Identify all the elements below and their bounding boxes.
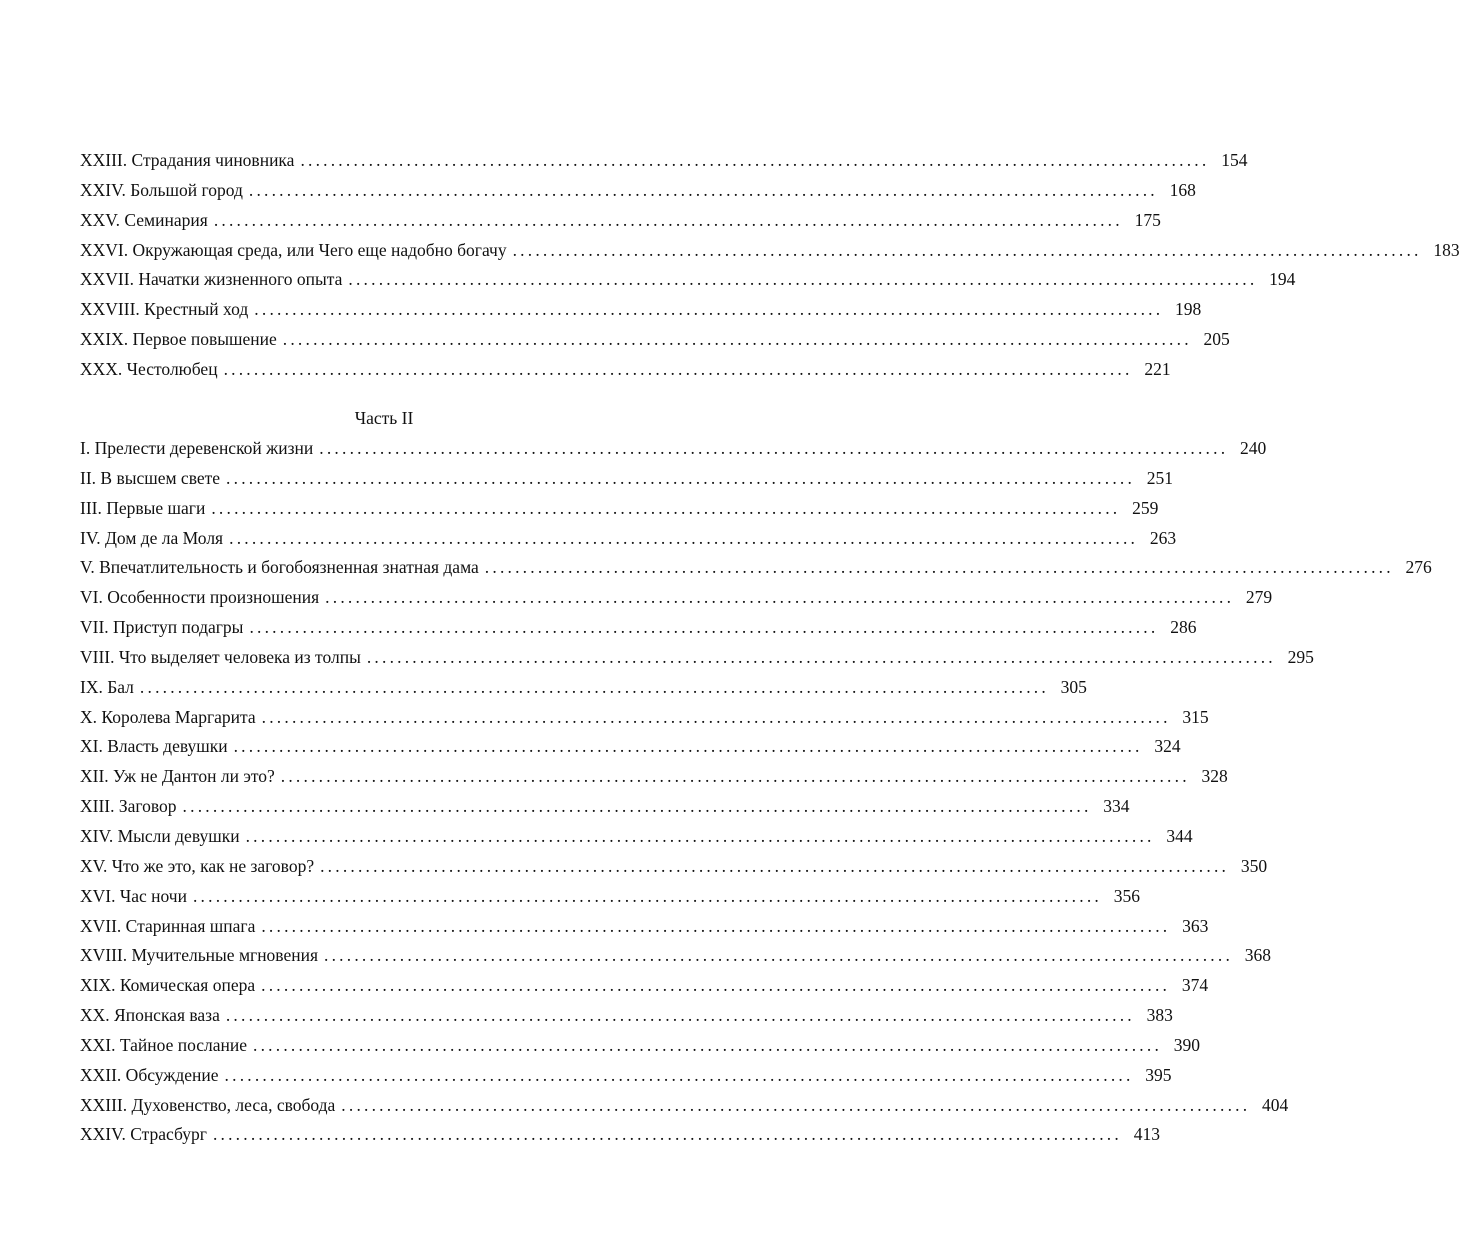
toc-entry-page-number: 413 xyxy=(1133,1124,1160,1145)
toc-entry-page-number: 356 xyxy=(1113,885,1140,906)
dot-leader: ........................................................................................................................ xyxy=(213,209,1123,230)
toc-entry xyxy=(80,464,1174,494)
dot-leader: ........................................................................................................................ xyxy=(261,706,1171,727)
dot-leader: ........................................................................................................................ xyxy=(261,975,1171,996)
toc-entry xyxy=(80,583,1273,613)
toc-entry xyxy=(80,792,1130,822)
toc-entry xyxy=(80,434,1267,464)
toc-entry-title: XIII. Заговор xyxy=(80,796,177,817)
toc-entry-title: I. Прелести деревенской жизни xyxy=(80,438,314,458)
dot-leader: ........................................................................................................................ xyxy=(319,438,1229,458)
dot-leader: ........................................................................................................................ xyxy=(325,587,1235,608)
toc-entry xyxy=(80,912,1209,942)
toc-entry-page-number: 175 xyxy=(1134,209,1161,230)
toc-entry-page-number: 395 xyxy=(1145,1064,1172,1085)
toc-entry-title: XXV. Семинария xyxy=(80,209,208,230)
dot-leader: ........................................................................................................................ xyxy=(512,239,1422,260)
toc-entry-page-number: 263 xyxy=(1149,527,1177,548)
dot-leader: ........................................................................................................................ xyxy=(245,825,1155,846)
toc-entry-title: XXVI. Окружающая среда, или Чего еще надобно богачу xyxy=(80,239,507,260)
toc-entry xyxy=(80,206,1161,236)
toc-entry xyxy=(80,1031,1201,1061)
toc-entry xyxy=(80,176,1196,206)
toc-entry-page-number: 205 xyxy=(1203,329,1230,350)
toc-entry-page-number: 286 xyxy=(1170,617,1197,638)
toc-entry xyxy=(80,762,1228,792)
toc-entry-title: VII. Приступ подагры xyxy=(80,617,244,638)
dot-leader: ........................................................................................................................ xyxy=(341,1094,1251,1115)
toc-entry-title: XX. Японская ваза xyxy=(80,1005,220,1026)
toc-entry-page-number: 305 xyxy=(1060,676,1087,697)
dot-leader: ........................................................................................................................ xyxy=(223,358,1133,379)
toc-entry xyxy=(80,1061,1172,1091)
toc-entry-page-number: 154 xyxy=(1221,150,1248,170)
toc-entry-page-number: 324 xyxy=(1154,736,1181,757)
toc-entry-title: XVII. Старинная шпага xyxy=(80,915,256,936)
toc-entry-title: XXVII. Начатки жизненного опыта xyxy=(80,269,343,290)
toc-entry xyxy=(80,673,1087,703)
dot-leader: ........................................................................................................................ xyxy=(211,497,1121,518)
toc-entry-page-number: 279 xyxy=(1245,587,1273,608)
toc-entry-title: III. Первые шаги xyxy=(80,497,206,518)
toc-section-part1-end xyxy=(80,146,1460,385)
dot-leader: ........................................................................................................................ xyxy=(225,1005,1135,1026)
toc-entry-page-number: 315 xyxy=(1182,706,1209,727)
toc-entry-title: XIX. Комическая опера xyxy=(80,975,256,996)
toc-entry-page-number: 198 xyxy=(1175,299,1202,320)
toc-entry xyxy=(80,494,1159,524)
toc-entry-page-number: 368 xyxy=(1244,945,1272,966)
toc-entry xyxy=(80,822,1193,852)
dot-leader: ........................................................................................................................ xyxy=(366,646,1276,667)
dot-leader: ........................................................................................................................ xyxy=(212,1124,1122,1145)
toc-entry-page-number: 363 xyxy=(1182,915,1209,936)
toc-entry-title: XXIII. Духовенство, леса, свобода xyxy=(80,1094,336,1115)
toc-entry-title: XXIV. Страсбург xyxy=(80,1124,207,1145)
toc-entry-page-number: 374 xyxy=(1181,975,1209,996)
dot-leader: ........................................................................................................................ xyxy=(253,1034,1163,1055)
toc-entry xyxy=(80,703,1209,733)
dot-leader: ........................................................................................................................ xyxy=(300,150,1210,170)
toc-entry-page-number: 276 xyxy=(1405,557,1432,578)
dot-leader: ........................................................................................................................ xyxy=(249,617,1159,638)
toc-entry-title: XXIII. Страдания чиновника xyxy=(80,150,295,170)
toc-entry-title: XV. Что же это, как не заговор? xyxy=(80,855,315,876)
toc-entry xyxy=(80,553,1432,583)
toc-entry-page-number: 168 xyxy=(1169,179,1196,200)
dot-leader: ........................................................................................................................ xyxy=(229,527,1139,548)
toc-entry xyxy=(80,732,1181,762)
part-heading: Часть II xyxy=(354,408,414,428)
toc-section-part2 xyxy=(80,434,1432,1150)
toc-entry xyxy=(80,971,1209,1001)
toc-entry-page-number: 344 xyxy=(1166,825,1193,846)
toc-entry xyxy=(80,325,1230,355)
toc-entry xyxy=(80,882,1140,912)
toc-entry-title: XXX. Честолюбец xyxy=(80,358,218,379)
toc-entry-title: XXVIII. Крестный ход xyxy=(80,299,249,320)
toc-entry-page-number: 221 xyxy=(1144,358,1171,379)
toc-entry xyxy=(80,1091,1289,1121)
toc-entry-title: XII. Уж не Дантон ли это? xyxy=(80,766,275,787)
toc-entry xyxy=(80,355,1171,385)
toc-entry-title: VIII. Что выделяет человека из толпы xyxy=(80,646,361,667)
toc-entry-title: XI. Власть девушки xyxy=(80,736,228,757)
toc-entry-page-number: 328 xyxy=(1201,766,1228,787)
toc-entry-title: XXI. Тайное послание xyxy=(80,1034,248,1055)
dot-leader: ........................................................................................................................ xyxy=(233,736,1143,757)
toc-entry xyxy=(80,613,1197,643)
toc-entry-page-number: 251 xyxy=(1146,467,1174,488)
dot-leader: ........................................................................................................................ xyxy=(248,179,1158,200)
toc-entry-title: XVI. Час ночи xyxy=(80,885,187,906)
dot-leader: ........................................................................................................................ xyxy=(226,467,1136,488)
dot-leader: ........................................................................................................................ xyxy=(280,766,1190,787)
dot-leader: ........................................................................................................................ xyxy=(282,329,1192,350)
toc-entry-title: XVIII. Мучительные мгновения xyxy=(80,945,319,966)
dot-leader: ........................................................................................................................ xyxy=(348,269,1258,290)
toc-entry xyxy=(80,295,1202,325)
toc-entry-page-number: 259 xyxy=(1132,497,1159,518)
dot-leader: ........................................................................................................................ xyxy=(254,299,1164,320)
toc-entry-title: V. Впечатлительность и богобоязненная знатная дама xyxy=(80,557,479,578)
dot-leader: ........................................................................................................................ xyxy=(261,915,1171,936)
toc-entry-title: IV. Дом де ла Моля xyxy=(80,527,224,548)
toc-entry-page-number: 334 xyxy=(1103,796,1130,817)
toc-entry-page-number: 295 xyxy=(1287,646,1314,667)
toc-entry xyxy=(80,941,1272,971)
toc-entry-page-number: 383 xyxy=(1146,1005,1173,1026)
toc-entry xyxy=(80,265,1296,295)
toc-entry-title: II. В высшем свете xyxy=(80,467,221,488)
toc-entry-title: X. Королева Маргарита xyxy=(80,706,256,727)
dot-leader: ........................................................................................................................ xyxy=(182,796,1092,817)
toc-entry xyxy=(80,146,1248,176)
dot-leader: ........................................................................................................................ xyxy=(484,557,1394,578)
toc-entry-page-number: 404 xyxy=(1262,1094,1289,1115)
toc-entry-title: XXII. Обсуждение xyxy=(80,1064,219,1085)
toc-entry-title: XIV. Мысли девушки xyxy=(80,825,240,846)
toc-entry xyxy=(80,643,1314,673)
dot-leader: ........................................................................................................................ xyxy=(320,855,1230,876)
toc-entry-title: VI. Особенности произношения xyxy=(80,587,320,608)
toc-entry xyxy=(80,852,1268,882)
toc-entry-page-number: 194 xyxy=(1269,269,1296,290)
toc-entry-page-number: 183 xyxy=(1433,239,1460,260)
toc-entry xyxy=(80,524,1177,554)
toc-entry xyxy=(80,1120,1160,1150)
dot-leader: ........................................................................................................................ xyxy=(224,1064,1134,1085)
toc-entry-title: XXIV. Большой город xyxy=(80,179,243,200)
dot-leader: ........................................................................................................................ xyxy=(139,676,1049,697)
toc-entry xyxy=(80,236,1460,266)
toc-entry-title: IX. Бал xyxy=(80,676,134,697)
toc-entry-page-number: 240 xyxy=(1240,438,1267,458)
dot-leader: ........................................................................................................................ xyxy=(192,885,1102,906)
toc-entry-title: XXIX. Первое повышение xyxy=(80,329,277,350)
toc-entry-page-number: 390 xyxy=(1173,1034,1201,1055)
toc-entry xyxy=(80,1001,1173,1031)
toc-entry-page-number: 350 xyxy=(1240,855,1268,876)
dot-leader: ........................................................................................................................ xyxy=(324,945,1234,966)
